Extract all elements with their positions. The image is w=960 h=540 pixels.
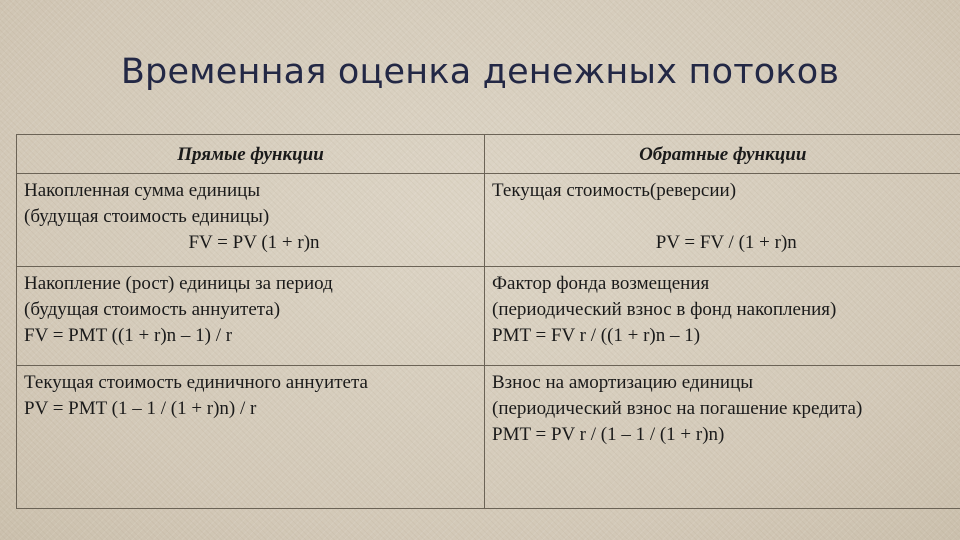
table-row [17,267,960,366]
cell-line: (будущая стоимость единицы) [24,206,270,227]
cell-future-value-annuity [17,267,485,366]
cell-future-value-unit [17,174,485,267]
header-direct-functions: Прямые функции [17,135,485,174]
functions-table [16,134,960,509]
table-row [17,174,960,267]
cell-line: Накопленная сумма единицы [24,180,261,201]
formula: PV = PMT (1 – 1 / (1 + r)n) / r [24,398,257,419]
formula: FV = PV (1 + r)n [188,232,320,253]
cell-line: Фактор фонда возмещения [492,273,710,294]
formula: FV = PMT ((1 + r)n – 1) / r [24,325,233,346]
cell-line: Взнос на амортизацию единицы [492,372,754,393]
cell-line: Накопление (рост) единицы за период [24,273,333,294]
cell-present-value-annuity [17,366,485,509]
cell-line: (будущая стоимость аннуитета) [24,299,281,320]
header-inverse-functions: Обратные функции [485,135,960,174]
table-header-row [17,135,960,174]
formula: PMT = FV r / ((1 + r)n – 1) [492,325,701,346]
formula: PMT = PV r / (1 – 1 / (1 + r)n) [492,424,725,445]
cell-amortization-payment [485,366,960,509]
cell-line: Текущая стоимость единичного аннуитета [24,372,368,393]
slide-title: Временная оценка денежных потоков [120,52,840,92]
formula: PV = FV / (1 + r)n [655,232,797,253]
cell-line: (периодический взнос в фонд накопления) [492,299,837,320]
cell-present-value-reversion [485,174,960,267]
cell-sinking-fund-factor [485,267,960,366]
table-row [17,366,960,509]
cell-line: Текущая стоимость(реверсии) [492,180,737,201]
cell-line: (периодический взнос на погашение кредита) [492,398,863,419]
